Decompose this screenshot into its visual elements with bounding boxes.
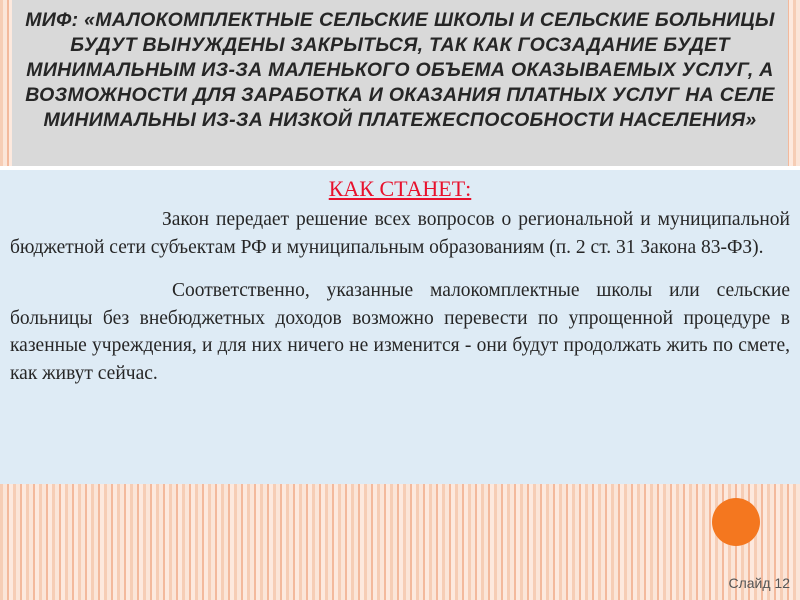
header-box (12, 0, 788, 166)
content-box (0, 170, 800, 484)
orange-circle-decoration (712, 498, 760, 546)
decorative-stripes-bottom (0, 484, 800, 600)
paragraph-law: Закон передает решение всех вопросов о региональной и муниципальной бюджетной сети субъектам РФ и муниципальным образованиям (п. 2 ст. 31 Закона 83-ФЗ). (10, 209, 790, 258)
slide-number: Слайд 12 (728, 575, 790, 591)
slide-title: МИФ: «МАЛОКОМПЛЕКТНЫЕ СЕЛЬСКИЕ ШКОЛЫ И СЕЛЬСКИЕ БОЛЬНИЦЫ БУДУТ ВЫНУЖДЕНЫ ЗАКРЫТЬСЯ, ТАК КАК ГОСЗАДАНИЕ БУДЕТ МИНИМАЛЬНЫМ ИЗ-ЗА МАЛЕНЬКОГО ОБЪЕМА ОКАЗЫВАЕМЫХ УСЛУГ, А ВОЗМОЖНОСТИ ДЛЯ ЗАРАБОТКА И ОКАЗАНИЯ ПЛАТНЫХ УСЛУГ НА СЕЛЕ МИНИМАЛЬНЫ ИЗ-ЗА НИЗКОЙ ПЛАТЕЖЕСПОСОБНОСТИ НАСЕЛЕНИЯ» (25, 9, 775, 131)
section-heading: КАК СТАНЕТ: (328, 176, 472, 201)
paragraph-consequence: Соответственно, указанные малокомплектные школы или сельские больницы без внебюджетных доходов возможно перевести по упрощенной процедуре в казенные учреждения, и для них ничего не изменится - они будут продолжать жить по смете, как живут сейчас. (10, 280, 790, 384)
